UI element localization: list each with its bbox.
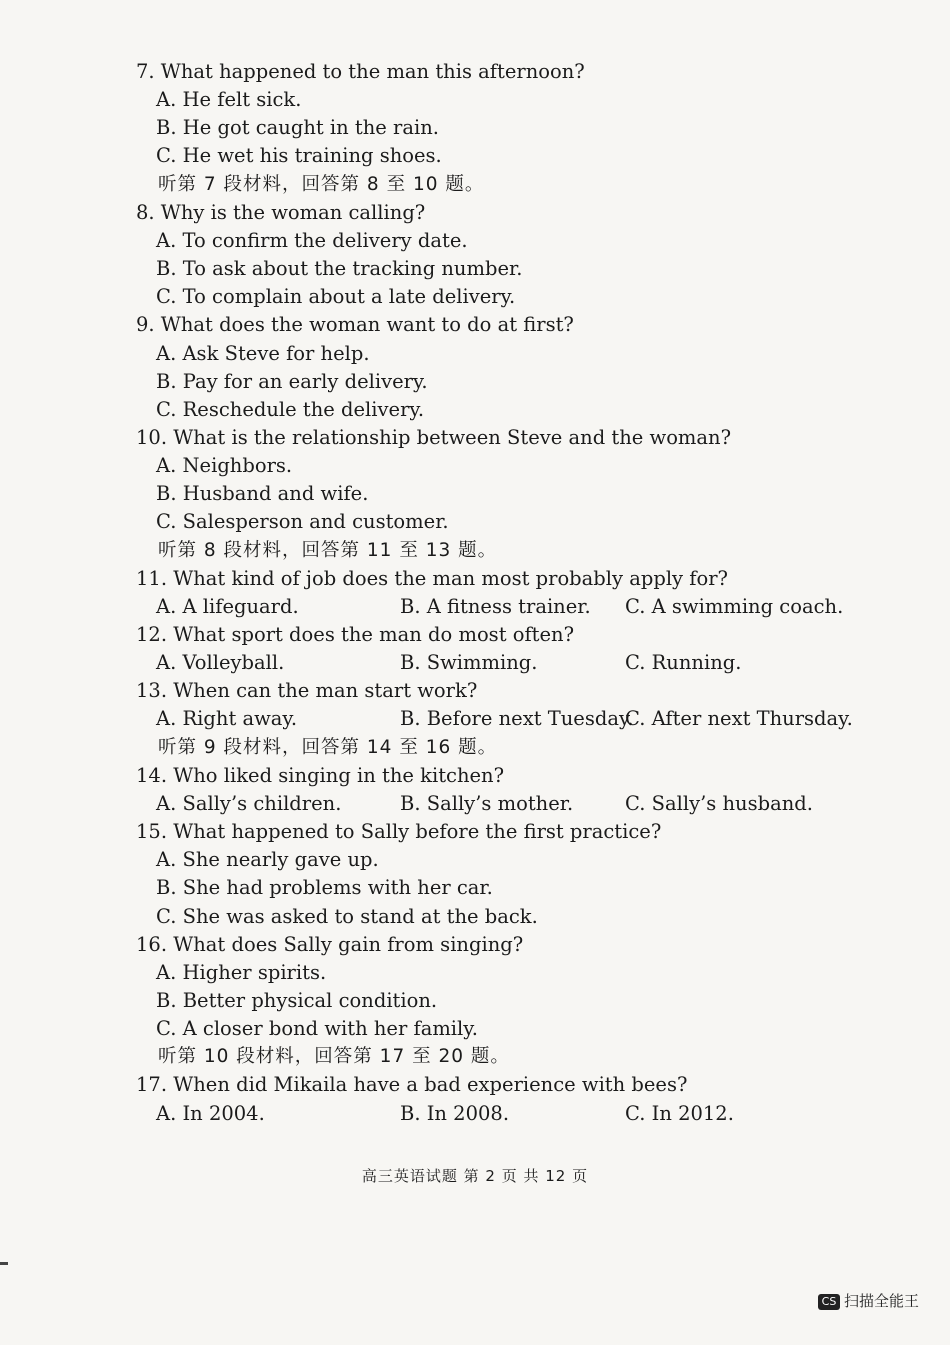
section-instruction: 听第 8 段材料，回答第 11 至 13 题。: [158, 539, 498, 561]
question: 7. What happened to the man this afternoon?: [136, 60, 585, 83]
answer-option: C. Running.: [625, 651, 742, 675]
question: 14. Who liked singing in the kitchen?: [136, 763, 505, 787]
question: 11. What kind of job does the man most probably apply for?: [136, 566, 728, 590]
answer-option: A. Volleyball.: [156, 651, 285, 675]
answer-option: B. In 2008.: [400, 1101, 510, 1125]
scanner-logo-icon: CS: [818, 1294, 840, 1310]
answer-option: C. A swimming coach.: [625, 594, 844, 618]
answer-option: C. After next Thursday.: [625, 707, 853, 731]
answer-option: A. Ask Steve for help.: [156, 341, 370, 365]
section-instruction: 听第 9 段材料，回答第 14 至 16 题。: [158, 736, 498, 758]
answer-option: A. Neighbors.: [156, 454, 293, 478]
answer-option: C. In 2012.: [625, 1101, 734, 1125]
answer-option: A. Higher spirits.: [156, 960, 327, 984]
question: 8. Why is the woman calling?: [136, 200, 426, 224]
answer-option: A. A lifeguard.: [156, 594, 299, 618]
question: 12. What sport does the man do most often?: [136, 623, 575, 646]
answer-option: B. Swimming.: [400, 651, 538, 675]
answer-option: A. In 2004.: [156, 1101, 265, 1125]
page-footer: 高三英语试题 第 2 页 共 12 页: [361, 1167, 589, 1185]
question: 10. What is the relationship between Steve and the woman?: [136, 425, 732, 449]
answer-option: B. To ask about the tracking number.: [156, 257, 523, 281]
answer-option: C. Sally’s husband.: [625, 791, 813, 815]
section-instruction: 听第 10 段材料，回答第 17 至 20 题。: [158, 1046, 510, 1068]
scanner-watermark-label: 扫描全能王: [844, 1292, 920, 1310]
answer-option: C. Salesperson and customer.: [156, 510, 449, 534]
answer-option: B. Better physical condition.: [156, 988, 438, 1012]
answer-option: B. Husband and wife.: [156, 482, 369, 506]
answer-option: B. A fitness trainer.: [400, 594, 591, 618]
scan-edge-mark: [0, 1262, 8, 1265]
question: 16. What does Sally gain from singing?: [136, 932, 524, 956]
section-instruction: 听第 7 段材料，回答第 8 至 10 题。: [158, 173, 485, 195]
answer-option: A. To confirm the delivery date.: [156, 228, 468, 252]
answer-option: B. Sally’s mother.: [400, 791, 574, 815]
question: 15. What happened to Sally before the first practice?: [136, 820, 662, 844]
answer-option: C. She was asked to stand at the back.: [156, 904, 538, 928]
answer-option: B. She had problems with her car.: [156, 876, 493, 900]
answer-option: C. He wet his training shoes.: [156, 144, 442, 168]
answer-option: B. Pay for an early delivery.: [156, 369, 428, 393]
answer-option: C. To complain about a late delivery.: [156, 285, 516, 309]
answer-option: C. A closer bond with her family.: [156, 1017, 478, 1041]
answer-option: B. Before next Tuesday.: [400, 707, 634, 731]
question: 17. When did Mikaila have a bad experience with bees?: [136, 1073, 688, 1097]
answer-option: C. Reschedule the delivery.: [156, 397, 425, 421]
answer-option: B. He got caught in the rain.: [156, 116, 439, 140]
question: 9. What does the woman want to do at first?: [136, 313, 574, 337]
question: 13. When can the man start work?: [136, 679, 478, 703]
answer-option: A. Sally’s children.: [156, 791, 342, 815]
scanner-watermark: [818, 1290, 948, 1310]
answer-option: A. She nearly gave up.: [156, 848, 379, 872]
answer-option: A. He felt sick.: [156, 88, 302, 112]
answer-option: A. Right away.: [156, 707, 298, 731]
